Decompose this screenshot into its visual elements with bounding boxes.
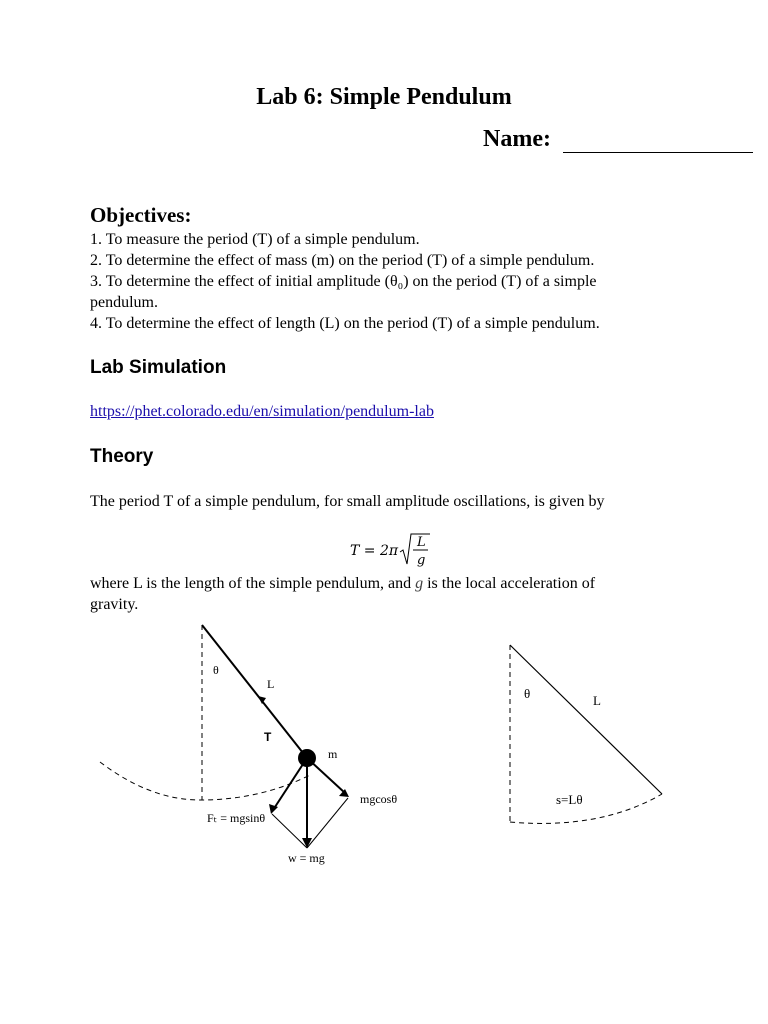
objective-item: 4. To determine the effect of length (L) on the period (T) of a simple pendulum.: [90, 315, 600, 332]
right-theta-label: θ: [524, 686, 531, 701]
theory-heading: Theory: [90, 446, 154, 467]
name-blank-line[interactable]: [563, 130, 753, 153]
lab-simulation-heading: Lab Simulation: [90, 357, 227, 378]
tension-label: T: [264, 730, 272, 744]
pendulum-diagrams: [0, 610, 768, 890]
theory-explanation: [90, 573, 690, 615]
page-title: Lab 6: Simple Pendulum: [256, 84, 512, 110]
objective-item: 1. To measure the period (T) of a simple pendulum.: [90, 231, 420, 248]
explanation-text-2: gravity.: [90, 596, 139, 613]
weight-label: w = mg: [288, 851, 325, 865]
simulation-link[interactable]: https://phet.colorado.edu/en/simulation/pendulum-lab: [90, 403, 434, 420]
mass-label: m: [328, 747, 338, 761]
name-field-row: [483, 126, 753, 153]
objectives-heading: Objectives:: [90, 203, 192, 227]
formula-numerator: L: [417, 535, 426, 550]
objective-item: 3. To determine the effect of initial amplitude (θ₀) on the period (T) of a simple: [90, 273, 597, 290]
name-label: Name:: [483, 126, 551, 152]
theory-intro: The period T of a simple pendulum, for small amplitude oscillations, is given by: [90, 493, 605, 510]
theta-label: θ: [213, 663, 219, 677]
objective-item: 2. To determine the effect of mass (m) on the period (T) of a simple pendulum.: [90, 252, 595, 269]
objectives-list: [90, 229, 690, 334]
right-length-label: L: [593, 693, 601, 708]
period-formula: [350, 530, 430, 574]
length-label: L: [267, 677, 275, 691]
pendulum-force-diagram: [100, 625, 397, 865]
tangential-force-label: Fₜ = mgsinθ: [207, 811, 266, 825]
arc-length-label: s=Lθ: [556, 792, 583, 807]
objective-item: pendulum.: [90, 294, 158, 311]
formula-denominator: g: [417, 553, 426, 568]
pendulum-arc-diagram: [510, 645, 662, 825]
radial-component-label: mgcosθ: [360, 792, 398, 806]
explanation-text: where L is the length of the simple pendulum, and: [90, 575, 416, 592]
explanation-text-end: is the local acceleration of: [423, 575, 596, 592]
formula-lhs: T = 2π: [350, 543, 399, 559]
explanation-g: g: [415, 575, 424, 592]
